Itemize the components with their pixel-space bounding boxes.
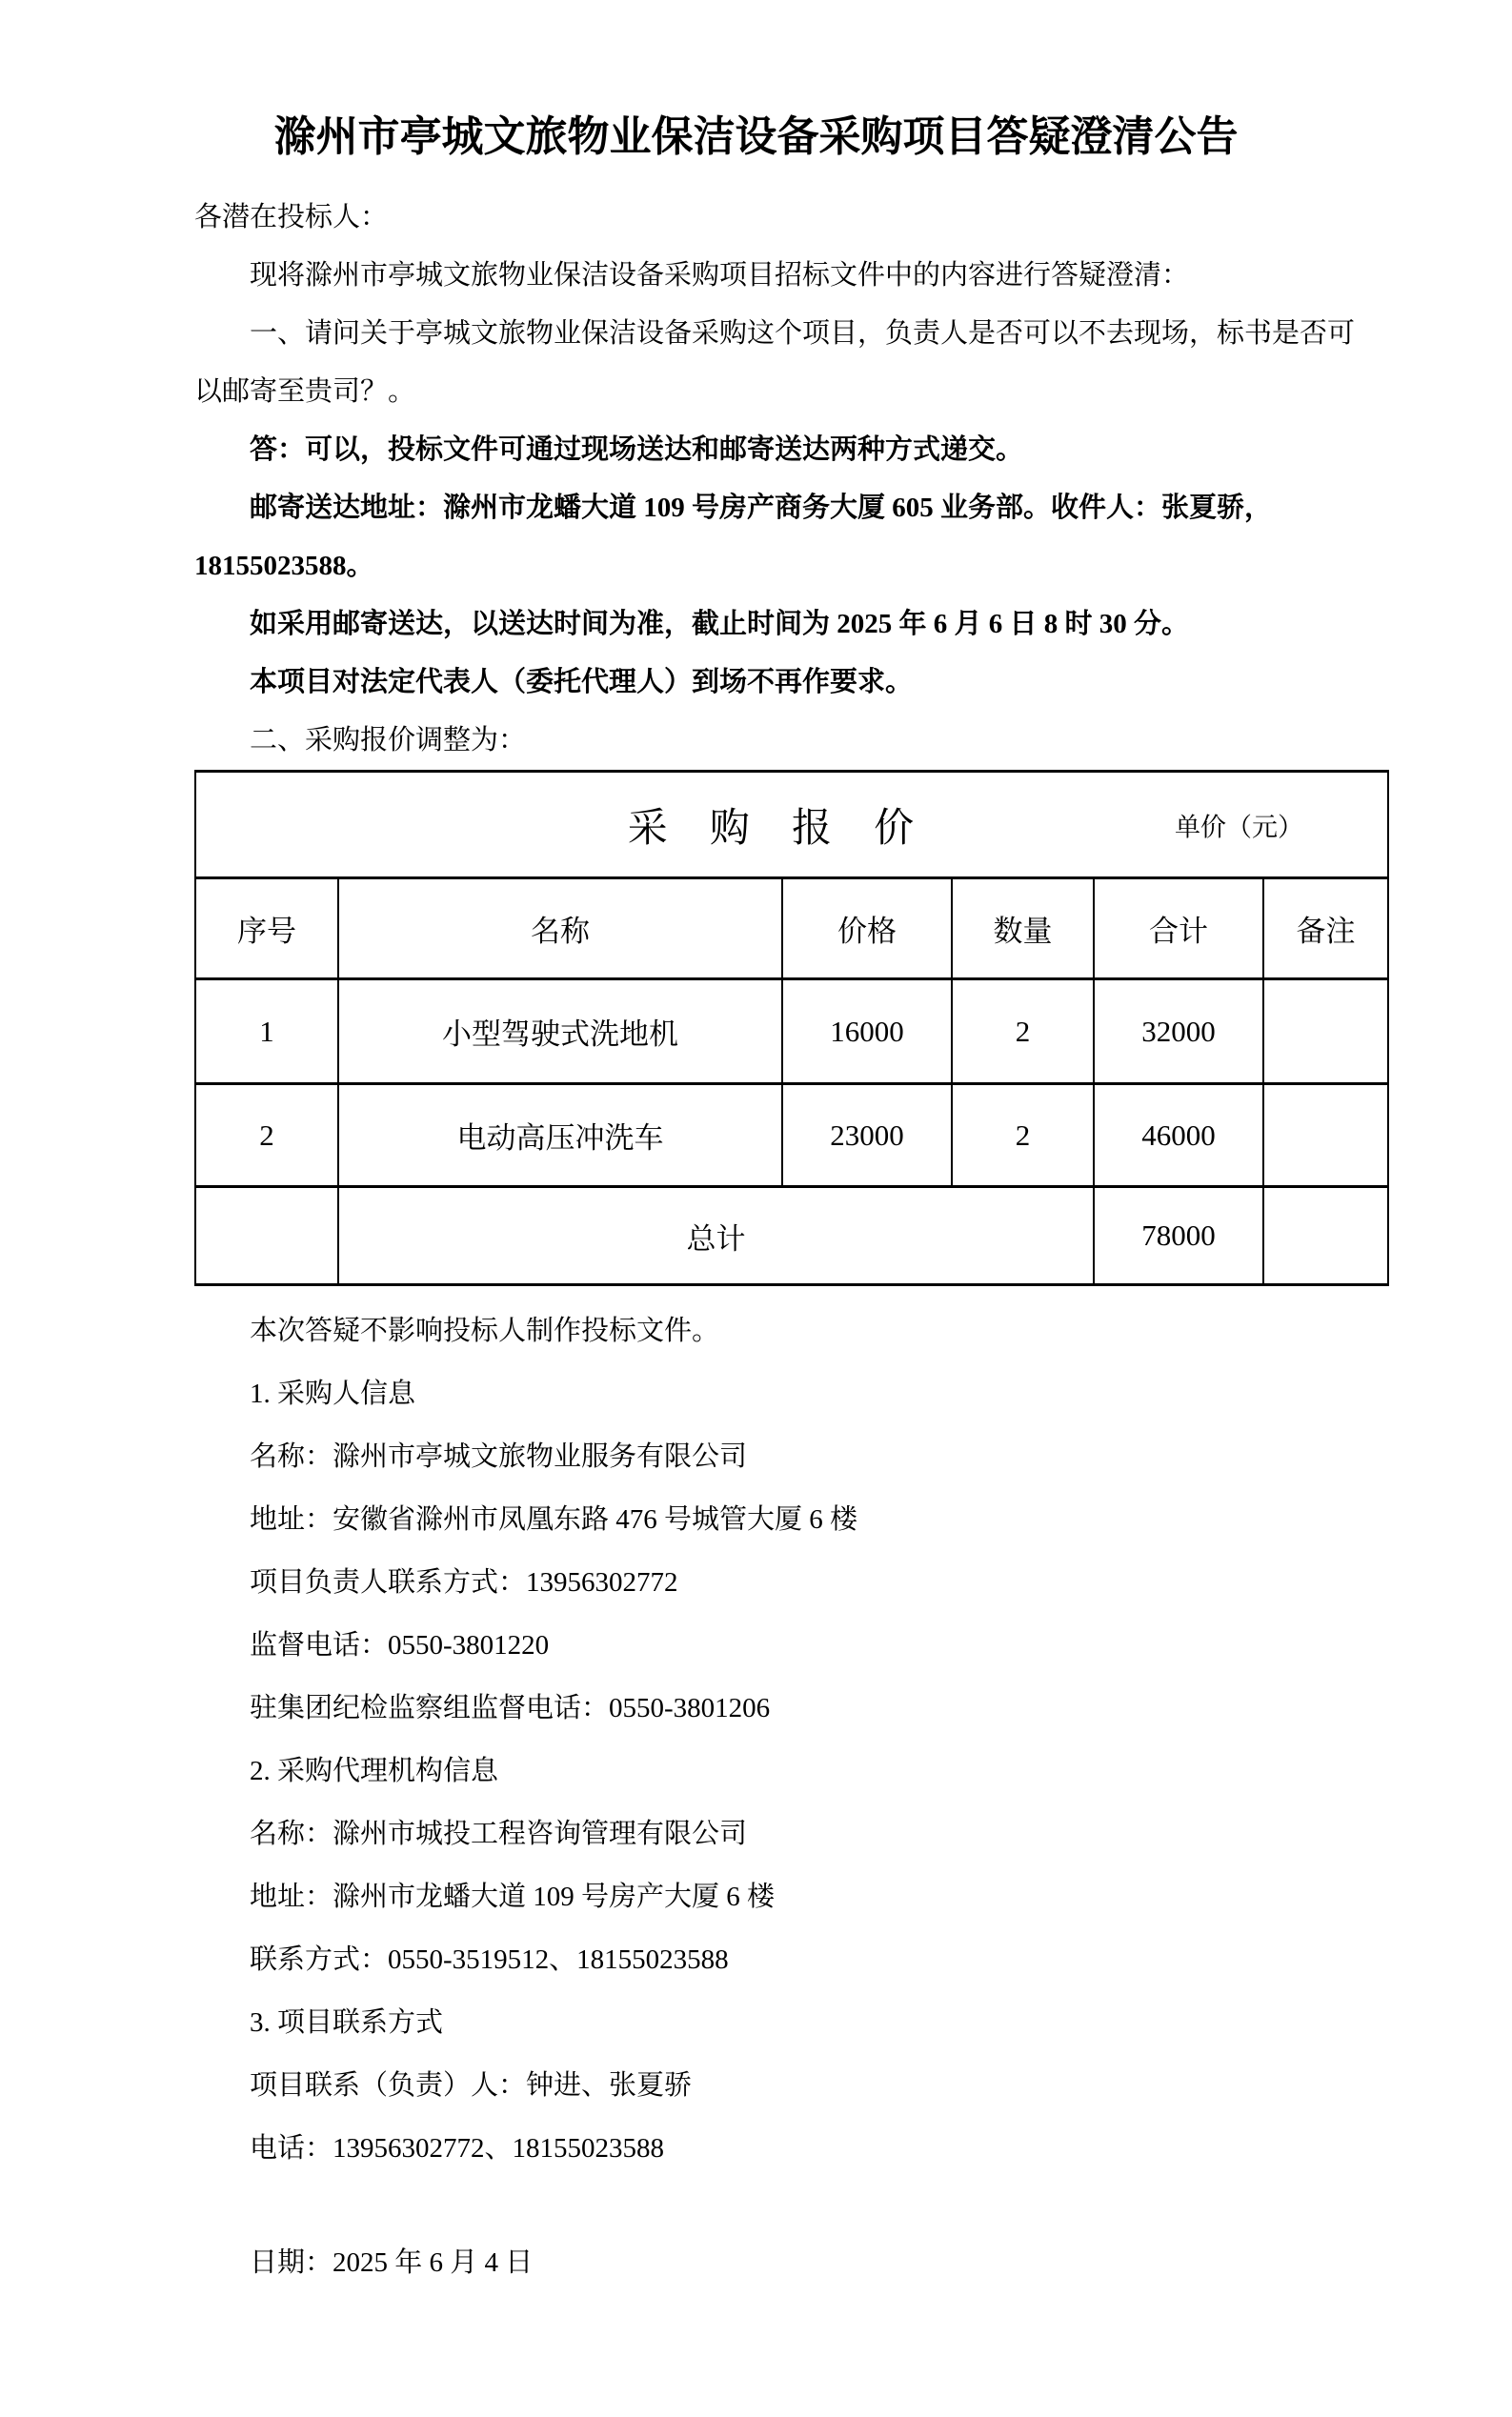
heading-project-contact: 3. 项目联系方式 [250,2007,444,2038]
supervision-phone: 监督电话：0550-3801220 [250,1630,550,1661]
table-title-row [195,772,1388,878]
table-row [195,1084,1388,1187]
column-header-no: 序号 [195,878,338,979]
agency-name: 名称：滁州市城投工程咨询管理有限公司 [250,1819,748,1849]
paragraph-answer: 答：可以，投标文件可通过现场送达和邮寄送达两种方式递交。 [250,434,1024,465]
body-bottom-section [194,1299,1387,2294]
blank-line [194,2180,1387,2231]
paragraph-question-line2: 以邮寄至贵司？。 [194,376,416,407]
table-unit-label: 单价（元） [1175,813,1303,841]
column-header-qty: 数量 [952,878,1094,979]
heading-purchaser-info: 1. 采购人信息 [250,1379,416,1409]
table-footer-label: 总计 [338,1187,1094,1285]
quotation-table [194,770,1389,1286]
purchaser-name: 名称：滁州市亭城文旅物业服务有限公司 [250,1441,748,1472]
table-cell-qty: 2 [952,979,1094,1084]
table-footer-total: 78000 [1094,1187,1263,1285]
paragraph-mail-address-line2: 18155023588。 [194,551,374,581]
table-cell-note [1263,1084,1388,1187]
agency-address: 地址：滁州市龙蟠大道 109 号房产大厦 6 楼 [250,1882,776,1912]
table-cell-no: 1 [195,979,338,1084]
project-contact-person: 项目联系（负责）人：钟进、张夏骄 [250,2070,693,2101]
table-cell-total: 46000 [1094,1084,1263,1187]
table-cell-note [1263,979,1388,1084]
paragraph-question-line1: 一、请问关于亭城文旅物业保洁设备采购这个项目，负责人是否可以不去现场，标书是否可 [250,318,1356,349]
table-header-row [195,878,1388,979]
document-title: 滁州市亭城文旅物业保洁设备采购项目答疑澄清公告 [273,113,1239,160]
column-header-note: 备注 [1263,878,1388,979]
agency-contact: 联系方式：0550-3519512、18155023588 [250,1944,729,1975]
paragraph-salutation: 各潜在投标人： [194,202,389,232]
table-cell-name: 电动高压冲洗车 [338,1084,782,1187]
table-cell-price: 16000 [782,979,952,1084]
column-header-total: 合计 [1094,878,1263,979]
project-contact-phone: 电话：13956302772、18155023588 [250,2133,665,2164]
document-date: 日期：2025 年 6 月 4 日 [250,2247,534,2278]
purchaser-address: 地址：安徽省滁州市凤凰东路 476 号城管大厦 6 楼 [250,1504,858,1535]
document-content [194,189,1387,2294]
table-title: 采购报价 [627,806,957,851]
table-cell-empty [195,1187,338,1285]
column-header-price: 价格 [782,878,952,979]
column-header-name: 名称 [338,878,782,979]
paragraph-deadline: 如采用邮寄送达，以送达时间为准，截止时间为 2025 年 6 月 6 日 8 时 30 分。 [250,609,1190,639]
table-cell-total: 32000 [1094,979,1263,1084]
paragraph-representative: 本项目对法定代表人（委托代理人）到场不再作要求。 [250,667,914,697]
heading-agency-info: 2. 采购代理机构信息 [250,1756,499,1786]
paragraph-quote-adjustment: 二、采购报价调整为： [250,725,527,755]
paragraph-no-impact: 本次答疑不影响投标人制作投标文件。 [250,1316,720,1346]
body-top-section [194,189,1387,770]
table-title-cell [195,772,1388,878]
table-cell-name: 小型驾驶式洗地机 [338,979,782,1084]
table-cell-no: 2 [195,1084,338,1187]
discipline-supervision-phone: 驻集团纪检监察组监督电话：0550-3801206 [250,1693,771,1723]
table-cell-empty [1263,1187,1388,1285]
table-cell-qty: 2 [952,1084,1094,1187]
table-cell-price: 23000 [782,1084,952,1187]
table-footer-row [195,1187,1388,1285]
paragraph-intro: 现将滁州市亭城文旅物业保洁设备采购项目招标文件中的内容进行答疑澄清： [250,260,1190,291]
paragraph-mail-address-line1: 邮寄送达地址：滁州市龙蟠大道 109 号房产商务大厦 605 业务部。收件人：张夏骄， [250,493,1273,523]
table-row [195,979,1388,1084]
purchaser-contact: 项目负责人联系方式：13956302772 [250,1567,678,1598]
